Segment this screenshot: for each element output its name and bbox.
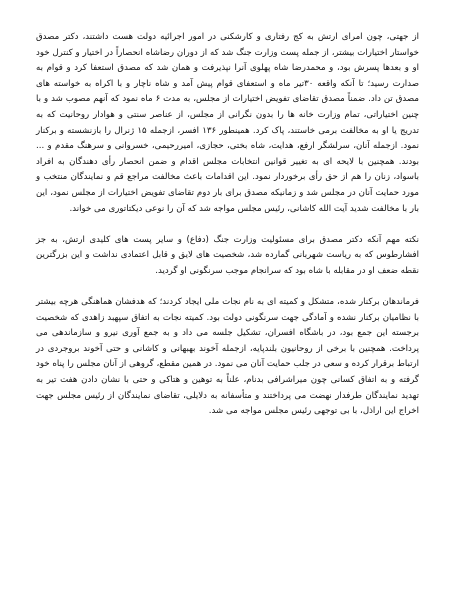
paragraph-1: از جهتی، چون امرای ارتش به کج رفتاری و کارشکنی در امور اجرائیه دولت هست داشتند، دکتر مصدق خواستار اختیارات بیشتر، از جمله پست وزارت جنگ شد که از دوران رضاشاه انحصاراً در اختیار و کنترل خود او و بعدها پسرش بود، و محمدرضا شاه پهلوی آنرا نپذیرفت و همان شد که مصدق استعفا کرد و قوام به صدارت رسید؛ تا آنکه واقعه ۳۰تیر ماه و استعفای قوام پیش آمد و شاه ناچار و با اکراه به خواسته های مصدق تن داد. ضمناً مصدق تقاضای تفویض اختیارات از مجلس، به مدت ۶ ماه نمود که آنهم مصوب شد و با چنین اختیاراتی، تمام وزارت خانه ها را بدون نگرانی از مجلس، از عناصر سنتی و هوادار روحانیت که به تدریج یا او به مخالفت برمی خاستند، پاک کرد. همینطور ۱۳۶ افسر، ازجمله ۱۵ ژنرال را بازنشسته و برکنار نمود. ازجمله آنان، سرلشگر ارفع، هدایت، شاه بختی، حجازی، امیررحیمی، خسروانی و سرهنگ مقدم و ... بودند. همچنین با لایحه ای به تغییر قوانین انتخابات مجلس اقدام و ضمن انحصار رأی دهندگان به افراد باسواد، زنان را هم از حق رأی برخوردار نمود. این اقدامات باعث مخالفت مراجع قم و نمایندگان منتخب و مورد حمایت آنان در مجلس شد و زمانیکه مصدق برای بار دوم تقاضای تفویض اختیارات از مجلس نمود، این بار با مخالفت شدید آیت الله کاشانی، رئیس مجلس مواجه شد که آن را نوعی دیکتاتوری می خواند.: [36, 32, 419, 214]
paragraph-3: فرماندهان برکنار شده، متشکل و کمیته ای به نام نجات ملی ایجاد کردند؛ که هدفشان هماهنگی هرچه بیشتر با نظامیان برکنار نشده و آمادگی جهت سرنگونی دولت بود. کمیته نجات به اتفاق سپهبد زاهدی که شخصیت برجسته این جمع بود، در باشگاه افسران، تشکیل جلسه می داد و به جمع آوری نیرو و سازماندهی می پرداخت. همچنین با برخی از روحانیون بلندپایه، ازجمله آخوند بهبهانی و کاشانی و حتی آخوند بروجردی در ارتباط برقرار کرده و سعی در جلب حمایت آنان می نمود. در همین مقطع، گروهی از آنان مجلس را پناه خود گرفته و به اتفاق کسانی چون میراشرافی بدنام، علناً به توهین و هتاکی و حتی با نشان دادن هفت تیر به تهدید نمایندگان طرفدار نهضت می پرداختند و متأسفانه به دلایلی، تقاضای نمایندگان از رئیس مجلس جهت اخراج این اراذل، با بی توجهی رئیس مجلس مواجه می شد.: [36, 297, 419, 417]
paragraph-2: نکته مهم آنکه دکتر مصدق برای مسئولیت وزارت جنگ (دفاع) و سایر پست های کلیدی ارتش، به جز افشارطوس که به ریاست شهربانی گمارده شد، شخصیت های لایق و قابل اعتمادی نداشت و این بزرگترین نقطه ضعف او در مقابله با شاه بود که سرانجام موجب سرنگونی او گردید.: [36, 234, 419, 276]
